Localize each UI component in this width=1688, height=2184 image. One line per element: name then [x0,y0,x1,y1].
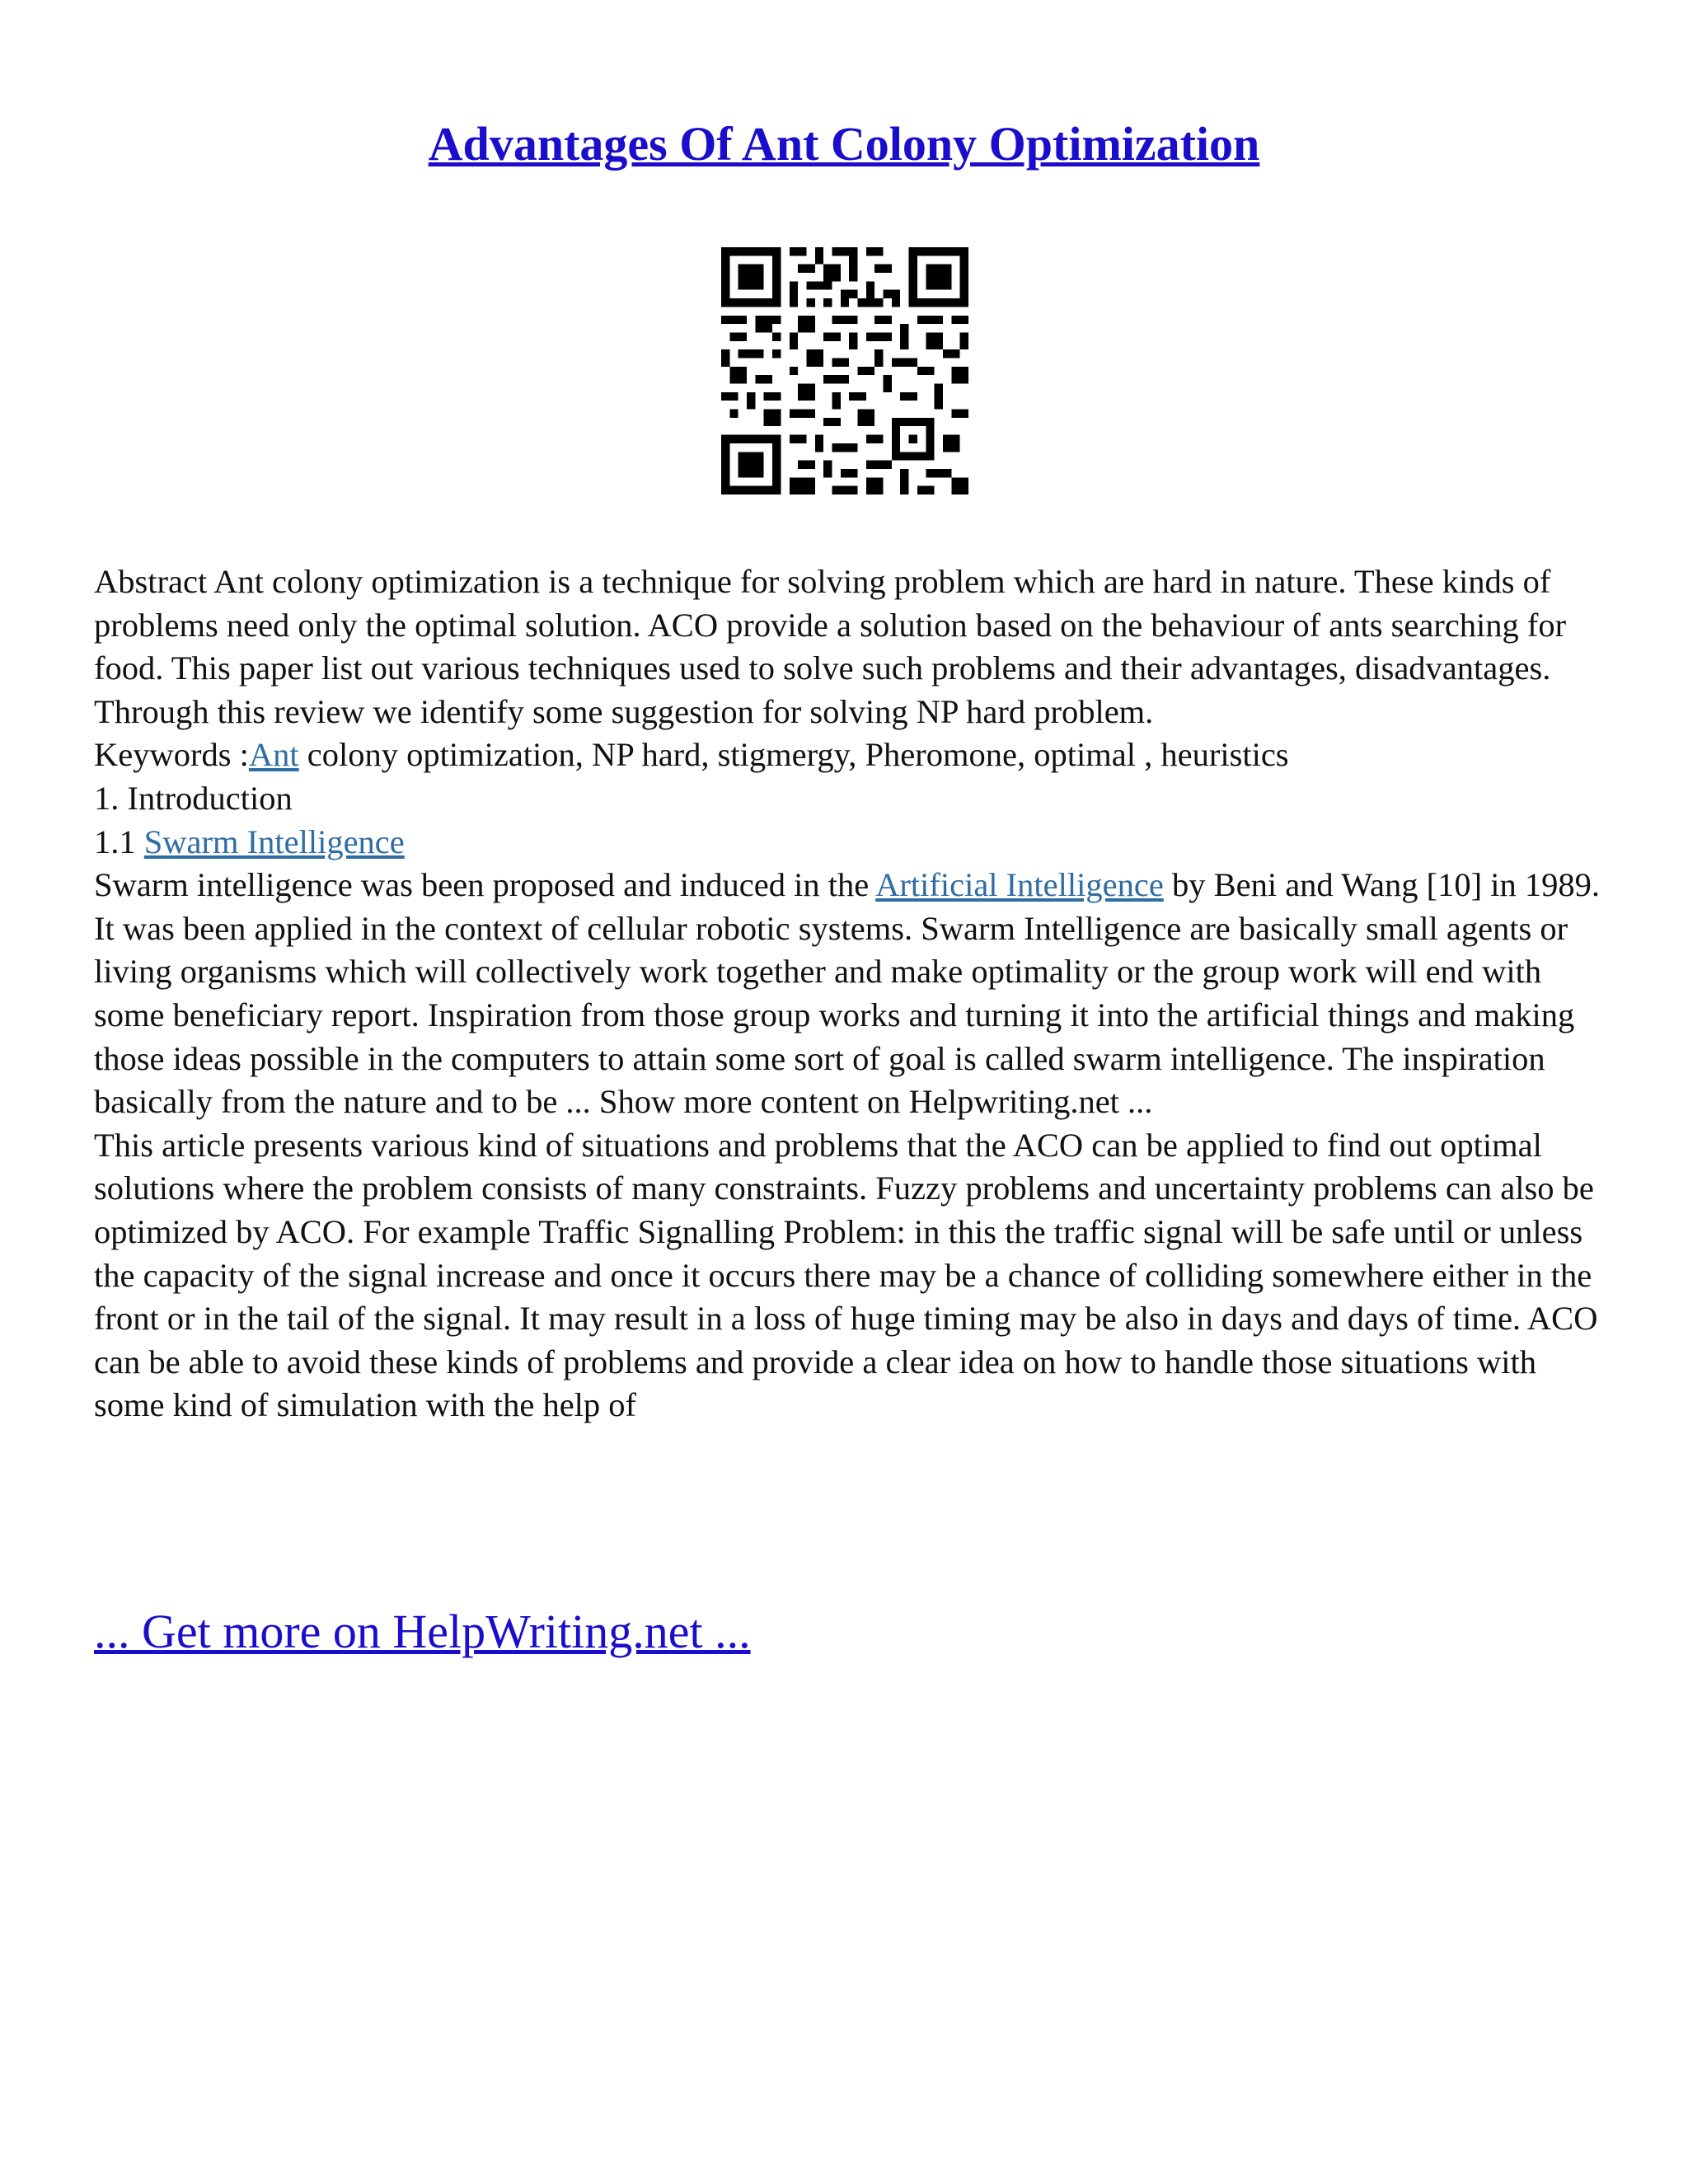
page-title [0,115,1688,173]
keywords-rest: colony optimization, NP hard, stigmergy, Pheromone, optimal , heuristics [298,736,1289,774]
swarm-text-before: Swarm intelligence was been proposed and induced in the [94,866,876,904]
abstract-paragraph: Abstract Ant colony optimization is a technique for solving problem which are hard in nature. These kinds of problems need only the optimal solution. ACO provide a solution based on the behaviour of ants searching for food. This paper list out various techniques used to solve such problems and their advantages, disadvantages. Through this review we identify some suggestion for solving NP hard problem. [94,563,1567,730]
title-link[interactable]: Advantages Of Ant Colony Optimization [428,117,1260,171]
intro-heading: 1. Introduction [94,779,293,817]
qr-code-icon [721,247,968,494]
keyword-ant-link[interactable]: Ant [248,736,299,774]
article-paragraph: This article presents various kind of situations and problems that the ACO can be applied to find out optimal solutions where the problem consists of many constraints. Fuzzy problems and uncertainty problems can also be optimized by ACO. For example Traffic Signalling Problem: in this the traffic signal will be safe until or unless the capacity of the signal increase and once it occurs there may be a chance of colliding somewhere either in the front or in the tail of the signal. It may result in a loss of huge timing may be also in days and days of time. ACO can be able to avoid these kinds of problems and provide a clear idea on how to handle those situations with some kind of simulation with the help of [94,1126,1598,1424]
swarm-intelligence-link[interactable]: Swarm Intelligence [143,823,405,860]
get-more-link[interactable]: ... Get more on HelpWriting.net ... [94,1605,751,1658]
swarm-paragraph [94,864,1602,1124]
document-body [94,560,1602,1427]
artificial-intelligence-link[interactable]: Artificial Intelligence [875,866,1164,904]
swarm-text-after: by Beni and Wang [10] in 1989. It was been applied in the context of cellular robotic systems. Swarm Intelligence are basically small agents or living organisms which will collectively work together and make optimality or the group work will end with some beneficiary report. Inspiration from those group works and turning it into the artificial things and making those ideas possible in the computers to attain some sort of goal is called swarm intelligence. The inspiration basically from the nature and to be ... Show more content on Helpwriting.net ... [94,866,1601,1121]
section-number: 1.1 [94,823,144,860]
keywords-prefix: Keywords : [94,736,249,774]
section-heading [94,821,1602,865]
keywords-line [94,733,1602,777]
more-link-container [94,1603,751,1661]
